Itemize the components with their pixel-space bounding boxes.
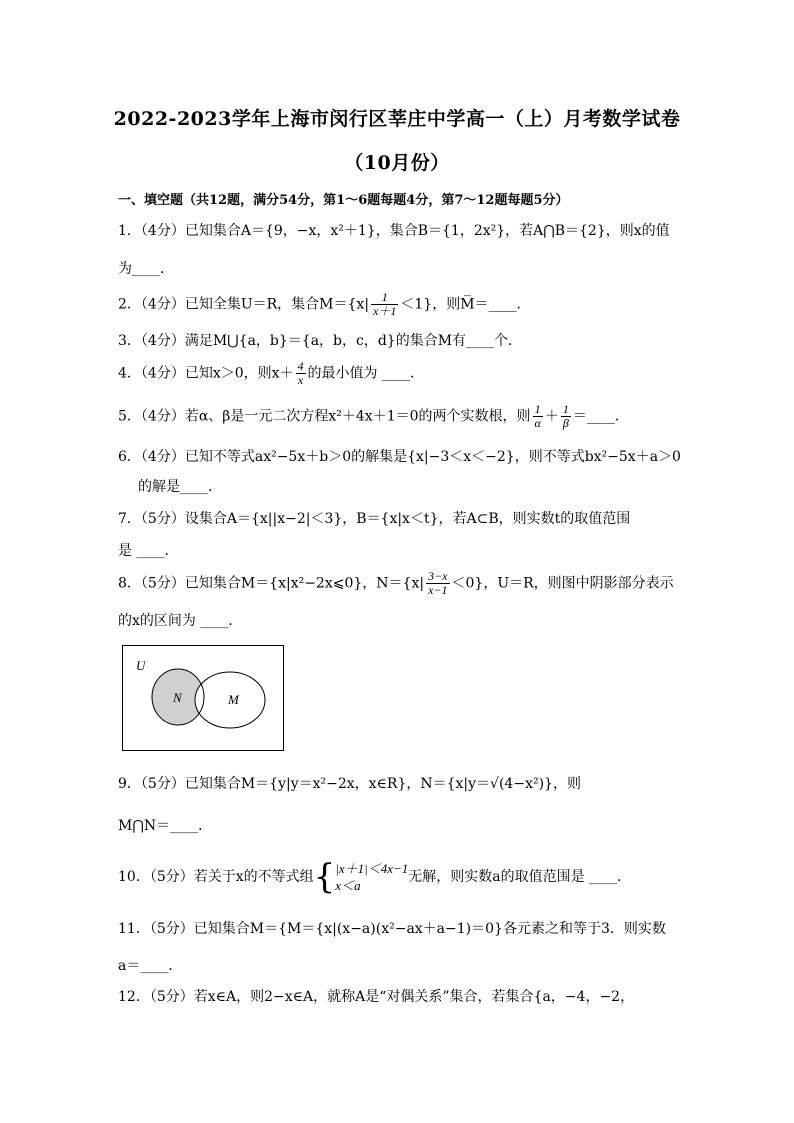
question-7-cont: 是 ____． [118,543,179,559]
fraction: $\frac{1}{x+1}$ [373,290,397,318]
question-10: 10．（5分）若关于x的不等式组{ |x＋1|＜4x−1 x＜a 无解，则实数a的取值范围是 ____． [118,857,632,897]
question-5: 5．（4分）若α、β是一元二次方程x²＋4x＋1＝0的两个实数根，则 $\frac{1}{\alpha}$ ＋ $\frac{1}{\beta}$ ＝____． [118,402,629,430]
question-6-cont: 的解是____． [138,479,222,495]
fraction: $\frac{3-x}{x-1}$ [428,569,448,597]
question-11-cont: a＝____． [118,958,183,974]
question-8-cont: 的x的区间为 ____． [118,613,243,629]
set-m-label: M [228,692,239,707]
universe-label: U [136,658,146,673]
question-9-cont: M⋂N＝____． [118,818,213,834]
exam-title: 2022-2023学年上海市闵行区莘庄中学高一（上）月考数学试卷 [113,108,681,130]
inequality-system: |x＋1|＜4x−1 x＜a [335,861,409,893]
fraction-1: $\frac{1}{\alpha}$ [534,402,541,430]
system-brace: { [313,857,336,897]
fraction: $\frac{4}{x}$ [297,359,304,387]
question-7: 7．（5分）设集合A＝{x||x−2|＜3}，B＝{x|x＜t}，若A⊂B，则实数t的取值范围 [118,511,631,527]
question-8: 8．（5分）已知集合M＝{x|x²−2x⩽0}，N＝{x| $\frac{3-x}{x-1}$ ＜0}，U＝R，则图中阴影部分表示 [118,569,674,597]
exam-subtitle: （10月份） [344,152,450,174]
question-12: 12．（5分）若x∈A，则2−x∈A，就称A是“对偶关系”集合，若集合{a，−4，−2， [118,989,635,1005]
question-4: 4．（4分）已知x＞0，则x＋ $\frac{4}{x}$ 的最小值为 ____． [118,359,424,387]
venn-diagram [122,645,284,751]
question-11: 11．（5分）已知集合M＝{M＝{x|(x−a)(x²−ax＋a−1)＝0}各元素之和等于3．则实数 [118,921,666,937]
fraction-2: $\frac{1}{\beta}$ [562,402,569,430]
question-1: 1．（4分）已知集合A＝{9，−x，x²＋1}，集合B＝{1，2x²}，若A⋂B＝{2}，则x的值 [118,223,670,239]
question-3: 3．（4分）满足M⋃{a，b}＝{a，b，c，d}的集合M有____个． [118,333,523,349]
question-1-cont: 为____． [118,261,174,277]
question-6: 6．（4分）已知不等式ax²−5x＋b＞0的解集是{x|−3＜x＜−2}，则不等式bx²−5x＋a＞0 [118,449,681,465]
question-9: 9．（5分）已知集合M＝{y|y＝x²−2x，x∈R}，N＝{x|y＝√(4−x²)}，则 [118,776,581,792]
set-n-label: N [173,690,182,705]
section-heading: 一、填空题（共12题，满分54分，第1～6题每题4分，第7～12题每题5分） [118,193,569,208]
question-2: 2．（4分）已知全集U＝R，集合M＝{x| $\frac{1}{x+1}$ ＜1}，则M̅＝____． [118,290,531,318]
